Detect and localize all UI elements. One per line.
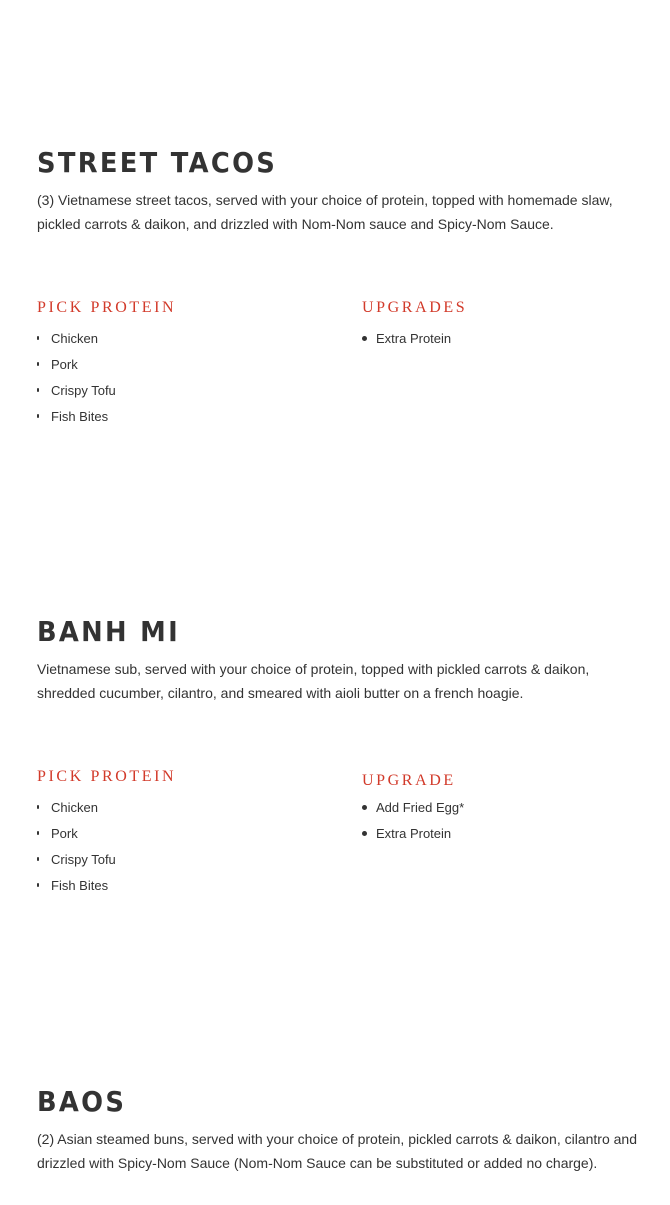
options-heading: PICK PROTEIN bbox=[37, 299, 177, 316]
list-item: Extra Protein bbox=[362, 821, 464, 847]
list-item: Crispy Tofu bbox=[37, 378, 176, 404]
list-item: Chicken bbox=[37, 326, 176, 352]
options-heading: UPGRADES bbox=[362, 299, 468, 316]
options-heading: PICK PROTEIN bbox=[37, 768, 177, 785]
list-item: Extra Protein bbox=[362, 326, 467, 352]
protein-options bbox=[37, 767, 176, 899]
list-item: Fish Bites bbox=[37, 404, 176, 430]
menu-section-street-tacos bbox=[37, 146, 657, 438]
list-item: Crispy Tofu bbox=[37, 847, 176, 873]
menu-section-banh-mi bbox=[37, 615, 657, 907]
section-title: BANH MI bbox=[37, 615, 180, 648]
menu-section-baos bbox=[37, 1085, 657, 1175]
upgrade-list bbox=[362, 326, 467, 352]
section-title: BAOS bbox=[37, 1085, 127, 1118]
upgrade-list bbox=[362, 795, 464, 847]
protein-options bbox=[37, 298, 176, 430]
section-description: (2) Asian steamed buns, served with your choice of protein, pickled carrots & daikon, cilantro and drizzled with Spicy-Nom Sauce (Nom-Nom Sauce can be substituted or added no charge). bbox=[37, 1131, 637, 1171]
upgrade-options bbox=[362, 298, 467, 352]
options-row bbox=[37, 767, 657, 907]
protein-list bbox=[37, 795, 176, 899]
list-item: Pork bbox=[37, 352, 176, 378]
section-description: Vietnamese sub, served with your choice of protein, topped with pickled carrots & daikon, shredded cucumber, cilantro, and smeared with aioli butter on a french hoagie. bbox=[37, 661, 590, 701]
list-item: Pork bbox=[37, 821, 176, 847]
options-row bbox=[37, 298, 657, 438]
section-title: STREET TACOS bbox=[37, 146, 278, 179]
list-item: Chicken bbox=[37, 795, 176, 821]
section-description: (3) Vietnamese street tacos, served with your choice of protein, topped with homemade slaw, pickled carrots & daikon, and drizzled with Nom-Nom sauce and Spicy-Nom Sauce. bbox=[37, 192, 613, 232]
upgrade-options bbox=[362, 771, 464, 847]
list-item: Add Fried Egg* bbox=[362, 795, 464, 821]
list-item: Fish Bites bbox=[37, 873, 176, 899]
options-heading: UPGRADE bbox=[362, 772, 456, 789]
protein-list bbox=[37, 326, 176, 430]
